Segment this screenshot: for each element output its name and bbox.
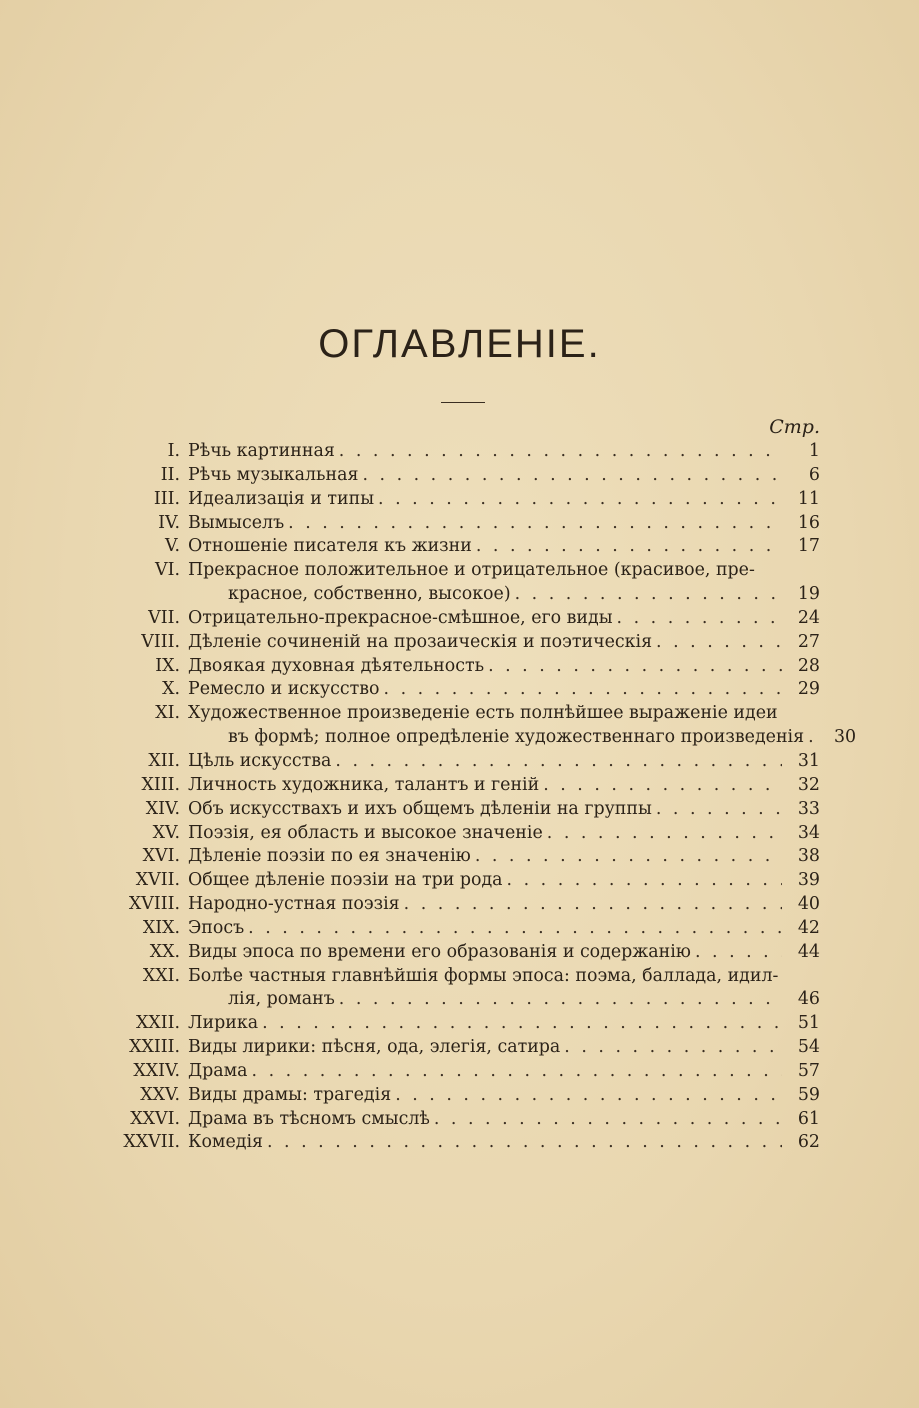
- entry-title: Объ искусствахъ и ихъ общемъ дѣленіи на группы: [188, 798, 652, 819]
- entry-page: 54: [797, 1037, 820, 1058]
- entry-title: Личность художника, талантъ и геній: [188, 774, 540, 795]
- toc-entry: [100, 678, 820, 702]
- entry-tail: [188, 440, 820, 464]
- entry-title: Драма: [188, 1060, 248, 1081]
- dot-leader: [380, 678, 782, 702]
- entry-title: Драма въ тѣсномъ смыслѣ: [188, 1108, 430, 1129]
- dot-leader: [248, 1060, 782, 1084]
- entry-page: 38: [797, 846, 820, 867]
- dot-leader: [335, 440, 782, 464]
- entry-page: 17: [797, 536, 820, 557]
- dot-leader: [560, 1036, 782, 1060]
- dot-leader: [358, 464, 782, 488]
- dot-leader: [472, 535, 782, 559]
- entry-page: 62: [797, 1132, 820, 1153]
- page-column-label: Стр.: [769, 416, 820, 438]
- entry-tail: [188, 488, 820, 512]
- table-of-contents: [100, 440, 857, 1155]
- entry-page: 19: [797, 584, 820, 605]
- toc-entry: [100, 1084, 820, 1108]
- entry-tail: [188, 678, 820, 702]
- toc-entry: [100, 535, 820, 559]
- entry-tail: [188, 1131, 820, 1155]
- entry-title: Цѣль искусства: [188, 750, 332, 771]
- dot-leader: [503, 869, 782, 893]
- entry-number: XXI.: [142, 965, 180, 986]
- toc-entry: [100, 893, 820, 917]
- entry-page: 6: [808, 464, 820, 485]
- entry-title: Лирика: [188, 1013, 259, 1034]
- entry-tail: [188, 464, 820, 488]
- entry-page: 51: [797, 1013, 820, 1034]
- dot-leader: [691, 941, 782, 965]
- toc-entry: [100, 1131, 820, 1155]
- dot-leader: [539, 774, 782, 798]
- entry-number: XIII.: [141, 774, 180, 795]
- entry-title: Вымыселъ: [188, 512, 285, 533]
- entry-page: 61: [797, 1108, 820, 1129]
- dot-leader: [263, 1131, 782, 1155]
- entry-page: 31: [797, 750, 820, 771]
- entry-tail: [228, 726, 857, 750]
- entry-number: IX.: [155, 655, 180, 676]
- toc-entry: [100, 607, 820, 631]
- entry-page: 59: [797, 1084, 820, 1105]
- entry-title: Эпосъ: [188, 917, 245, 938]
- dot-leader: [430, 1108, 782, 1132]
- entry-number: XV.: [152, 822, 180, 843]
- dot-leader: [652, 798, 782, 822]
- entry-number: XII.: [148, 750, 180, 771]
- entry-page: 34: [797, 822, 820, 843]
- entry-number: IV.: [158, 512, 180, 533]
- dot-leader: [284, 512, 782, 536]
- entry-page: 42: [797, 917, 820, 938]
- entry-number: II.: [160, 464, 180, 485]
- toc-entry: [100, 1036, 820, 1060]
- entry-number: XVI.: [142, 846, 180, 867]
- toc-entry: [100, 655, 820, 679]
- entry-number: XVII.: [135, 870, 180, 891]
- dot-leader: [400, 893, 782, 917]
- entry-title: Идеализація и типы: [188, 488, 375, 509]
- entry-title: Отрицательно-прекрасное-смѣшное, его виды: [188, 607, 613, 628]
- entry-page: 1: [808, 441, 820, 461]
- entry-page: 28: [797, 655, 820, 676]
- toc-entry: [100, 702, 820, 726]
- entry-number: XXVI.: [130, 1108, 180, 1129]
- toc-entry: [100, 965, 820, 989]
- toc-entry: [100, 941, 820, 965]
- entry-number: XXVII.: [123, 1132, 180, 1153]
- entry-title-continuation: въ формѣ; полное опредѣленіе художественнаго произведенія: [228, 727, 805, 748]
- entry-number: XIV.: [145, 798, 180, 819]
- entry-title: Виды эпоса по времени его образованія и содержанію: [188, 941, 691, 962]
- toc-entry: [100, 750, 820, 774]
- entry-number: XXIII.: [129, 1037, 180, 1058]
- entry-tail: [188, 1108, 820, 1132]
- entry-title: Народно-устная поэзія: [188, 894, 400, 915]
- dot-leader: [511, 583, 782, 607]
- entry-tail: [188, 1060, 820, 1084]
- entry-tail: [188, 1012, 820, 1036]
- entry-tail: [228, 583, 820, 607]
- toc-entry: [100, 798, 820, 822]
- page-title: ОГЛАВЛЕНІЕ.: [318, 322, 601, 366]
- entry-title: Дѣленіе поэзіи по ея значенію: [188, 846, 471, 867]
- entry-page: 57: [797, 1060, 820, 1081]
- entry-tail: [188, 607, 820, 631]
- dot-leader: [471, 845, 782, 869]
- entry-number: XIX.: [142, 917, 180, 938]
- entry-tail: [188, 655, 820, 679]
- entry-number: XX.: [149, 941, 180, 962]
- entry-number: XXV.: [140, 1084, 180, 1105]
- title-rule: [441, 402, 485, 403]
- toc-entry: [100, 1060, 820, 1084]
- entry-title-continuation: красное, собственно, высокое): [228, 584, 511, 605]
- entry-title-continuation: лія, романъ: [228, 989, 335, 1010]
- toc-entry: [100, 822, 820, 846]
- toc-entry: [100, 440, 820, 464]
- entry-page: 32: [797, 774, 820, 795]
- dot-leader: [391, 1084, 782, 1108]
- toc-entry: [100, 869, 820, 893]
- toc-entry: [100, 512, 820, 536]
- dot-leader: [335, 988, 782, 1012]
- entry-title: Прекрасное положительное и отрицательное (красивое, пре-: [188, 560, 755, 581]
- entry-title: Поэзія, ея область и высокое значеніе: [188, 822, 543, 843]
- entry-number: I.: [167, 441, 180, 461]
- dot-leader: [258, 1012, 782, 1036]
- entry-tail: [188, 631, 820, 655]
- entry-tail: [188, 512, 820, 536]
- dot-leader: [374, 488, 782, 512]
- dot-leader: [652, 631, 782, 655]
- entry-title: Дѣленіе сочиненій на прозаическія и поэтическія: [188, 631, 653, 652]
- toc-entry: [100, 774, 820, 798]
- toc-entry-continuation: [100, 988, 820, 1012]
- entry-number: VII.: [148, 607, 180, 628]
- entry-page: 16: [797, 512, 820, 533]
- entry-page: 29: [797, 679, 820, 700]
- entry-page: 46: [797, 989, 820, 1010]
- entry-number: X.: [162, 679, 180, 700]
- entry-tail: [188, 845, 820, 869]
- entry-number: III.: [153, 488, 180, 509]
- entry-title: Художественное произведеніе есть полнѣйшее выраженіе идеи: [188, 703, 778, 724]
- entry-tail: [188, 750, 820, 774]
- entry-tail: [228, 988, 820, 1012]
- dot-leader: [244, 917, 782, 941]
- toc-entry: [100, 488, 820, 512]
- entry-tail: [188, 893, 820, 917]
- entry-title: Общее дѣленіе поэзіи на три рода: [188, 870, 503, 891]
- toc-entry: [100, 1012, 820, 1036]
- toc-entry: [100, 464, 820, 488]
- entry-page: 24: [797, 607, 820, 628]
- entry-number: XXII.: [135, 1013, 180, 1034]
- entry-tail: [188, 798, 820, 822]
- entry-title: Рѣчь картинная: [188, 441, 335, 461]
- entry-tail: [188, 1084, 820, 1108]
- entry-title: Болѣе частныя главнѣйшія формы эпоса: поэма, баллада, идил-: [188, 965, 779, 986]
- entry-tail: [188, 535, 820, 559]
- entry-page: 27: [797, 631, 820, 652]
- toc-entry-continuation: [100, 726, 857, 750]
- entry-number: XXIV.: [133, 1060, 180, 1081]
- entry-page: 11: [797, 488, 820, 509]
- entry-tail: [188, 941, 820, 965]
- entry-tail: [188, 774, 820, 798]
- entry-tail: [188, 917, 820, 941]
- entry-tail: [188, 822, 820, 846]
- entry-number: VI.: [155, 560, 180, 581]
- entry-number: XVIII.: [128, 894, 180, 915]
- entry-title: Комедія: [188, 1132, 263, 1153]
- entry-page: 40: [797, 894, 820, 915]
- dot-leader: [613, 607, 782, 631]
- entry-number: VIII.: [141, 631, 180, 652]
- entry-title: Виды лирики: пѣсня, ода, элегія, сатира: [188, 1037, 561, 1058]
- dot-leader: [543, 822, 782, 846]
- toc-entry: [100, 845, 820, 869]
- entry-title: Рѣчь музыкальная: [188, 464, 359, 485]
- entry-tail: [188, 869, 820, 893]
- entry-title: Отношеніе писателя къ жизни: [188, 536, 472, 557]
- dot-leader: [804, 726, 818, 750]
- toc-entry-continuation: [100, 583, 820, 607]
- entry-number: XI.: [155, 703, 180, 724]
- toc-entry: [100, 917, 820, 941]
- entry-title: Виды драмы: трагедія: [188, 1084, 392, 1105]
- toc-entry: [100, 631, 820, 655]
- dot-leader: [331, 750, 782, 774]
- entry-tail: [188, 1036, 820, 1060]
- toc-entry: [100, 559, 820, 583]
- entry-page: 30: [833, 727, 857, 748]
- entry-title: Ремесло и искусство: [188, 679, 380, 700]
- entry-page: 33: [797, 798, 820, 819]
- entry-number: V.: [164, 536, 180, 557]
- dot-leader: [484, 655, 782, 679]
- entry-page: 44: [797, 941, 820, 962]
- entry-page: 39: [797, 870, 820, 891]
- entry-title: Двоякая духовная дѣятельность: [188, 655, 485, 676]
- toc-entry: [100, 1108, 820, 1132]
